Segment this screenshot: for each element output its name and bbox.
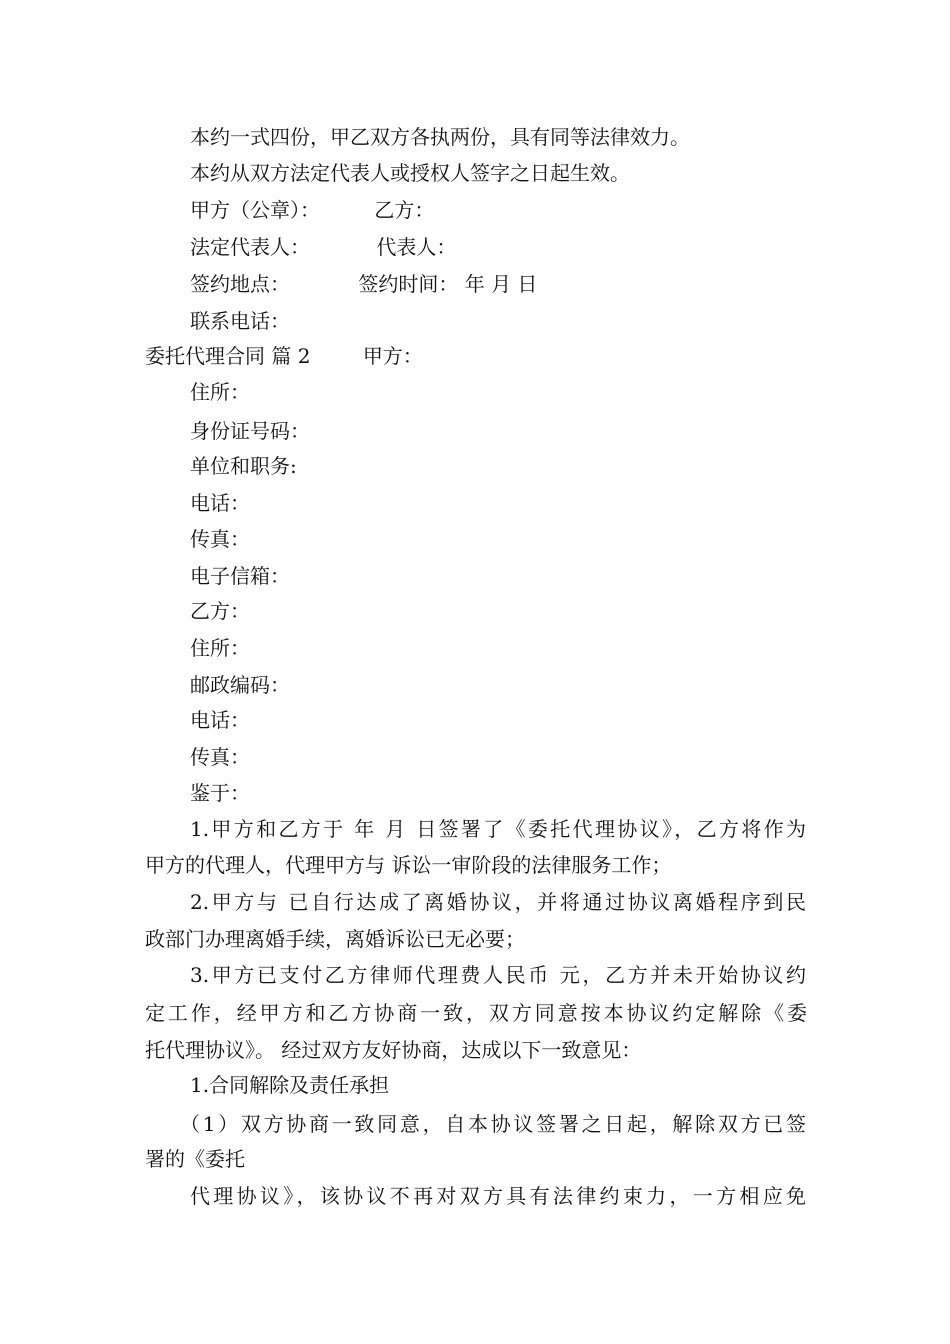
signing-place-label: 签约地点：	[190, 272, 290, 296]
contact-phone-label: 联系电话：	[190, 309, 290, 333]
representative-label: 代表人：	[376, 235, 457, 259]
party-b-phone-label: 电话：	[190, 708, 250, 732]
clause-1-1-line-2: 署的《委托	[145, 1147, 245, 1171]
recital-2-line-1: 2.甲方与 已自行达成了离婚协议，并将通过协议离婚程序到民	[190, 890, 806, 914]
signing-time-label: 签约时间： 年 月 日	[358, 272, 538, 296]
clause-1-heading: 1.合同解除及责任承担	[190, 1073, 390, 1097]
signature-row-place-time	[190, 270, 537, 298]
party-a-address-label: 住所：	[190, 380, 250, 404]
legal-representative-label: 法定代表人：	[190, 235, 310, 259]
clause-1-1-line-3: 代理协议》，该协议不再对双方具有法律约束力，一方相应免	[190, 1184, 806, 1208]
party-b-label: 乙方：	[374, 198, 435, 222]
party-b-address-label: 住所：	[190, 636, 250, 660]
party-a-seal-label: 甲方（公章）：	[190, 198, 320, 222]
party-a-fax-label: 传真：	[190, 527, 250, 551]
party-a-phone-label: 电话：	[190, 491, 250, 515]
party-a-label: 甲方：	[362, 344, 423, 368]
section-heading: 委托代理合同 篇 2	[145, 344, 311, 368]
recital-3-line-1: 3.甲方已支付乙方律师代理费人民币 元，乙方并未开始协议约	[190, 963, 806, 987]
recital-3-line-3: 托代理协议》。 经过双方友好协商，达成以下一致意见：	[145, 1038, 642, 1062]
paragraph-effective: 本约从双方法定代表人或授权人签字之日起生效。	[190, 161, 630, 185]
party-b-postcode-label: 邮政编码：	[190, 673, 290, 697]
signature-row-representative	[190, 233, 456, 261]
party-a-position-label: 单位和职务:	[190, 454, 297, 478]
recital-2-line-2: 政部门办理离婚手续，离婚诉讼已无必要；	[145, 927, 525, 951]
signature-row-party	[190, 196, 434, 224]
party-b-heading: 乙方：	[190, 599, 250, 623]
recital-3-line-2: 定工作，经甲方和乙方协商一致，双方同意按本协议约定解除《委	[145, 1001, 807, 1025]
clause-1-1-line-1: （1）双方协商一致同意，自本协议签署之日起，解除双方已签	[180, 1112, 806, 1136]
recital-1-line-2: 甲方的代理人，代理甲方与 诉讼一审阶段的法律服务工作；	[145, 853, 672, 877]
party-a-email-label: 电子信箱：	[190, 564, 290, 588]
section-heading-row	[145, 342, 423, 370]
paragraph-copies: 本约一式四份，甲乙双方各执两份，具有同等法律效力。	[190, 125, 690, 149]
party-b-fax-label: 传真：	[190, 745, 250, 769]
recital-1-line-1: 1.甲方和乙方于 年 月 日签署了《委托代理协议》，乙方将作为	[190, 817, 806, 841]
whereas-label: 鉴于：	[190, 781, 250, 805]
party-a-id-label: 身份证号码：	[190, 419, 310, 443]
